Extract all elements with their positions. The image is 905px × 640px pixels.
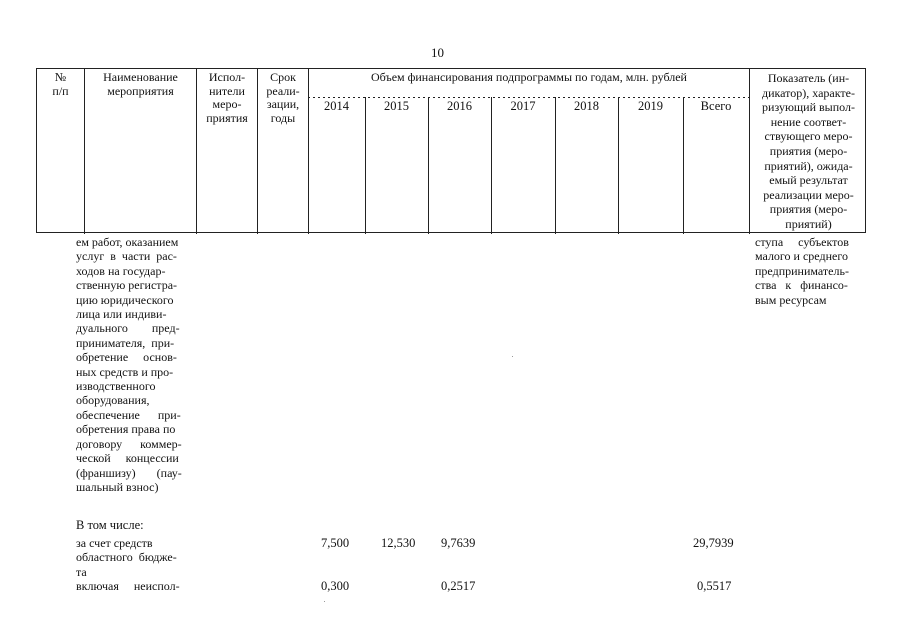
divider [683, 97, 684, 234]
value-2016: 0,2517 [441, 579, 476, 593]
year-2016: 2016 [447, 99, 472, 113]
year-2017: 2017 [510, 99, 536, 113]
divider [428, 97, 429, 234]
value-2014: 7,500 [321, 536, 350, 550]
divider [618, 97, 619, 234]
divider [365, 97, 366, 234]
year-2014: 2014 [324, 99, 349, 113]
year-total: Всего [700, 99, 732, 113]
scan-speck [512, 356, 513, 357]
value-2016: 9,7639 [441, 536, 476, 550]
indicator-cell: ступа субъектов малого и среднего предприниматель- ства к финансо- вым ресурсам [755, 235, 849, 307]
value-total: 0,5517 [697, 579, 732, 593]
value-2014: 0,300 [321, 579, 350, 593]
header-term: Срок реали- зации, годы [266, 70, 300, 125]
row-label-including-unused: включая неиспол- [76, 579, 180, 593]
year-2019: 2019 [638, 99, 663, 113]
measure-name-cell: ем работ, оказанием услуг в части рас- ходов на государ- ственную регистра- цию юридического лица или индиви- дуального пред- принимателя, при- обретение основ- ных средств и про- изводственного оборудования, обеспечение при- обретения права по договору коммер- ческой концессии (франшизу) (пау- шальный взнос) [76, 235, 182, 494]
divider [491, 97, 492, 234]
header-indicator: Показатель (ин- дикатор), характе- ризующий выпол- нение соответ- ствующего меро- приятия (меро- приятий), ожида- емый результат реализации меро- приятия (меро- приятий) [761, 71, 855, 231]
header-financing: Объем финансирования подпрограммы по годам, млн. рублей [371, 70, 687, 84]
page-number: 10 [431, 45, 444, 60]
value-total: 29,7939 [693, 536, 734, 550]
year-2015: 2015 [384, 99, 409, 113]
header-name: Наименование мероприятия [103, 70, 178, 98]
header-num: № п/п [52, 70, 69, 98]
year-2018: 2018 [574, 99, 599, 113]
row-label-including: В том числе: [76, 518, 144, 532]
row-label-regional-budget: за счет средств областного бюдже- та [76, 536, 177, 579]
header-executors: Испол- нители меро- приятия [206, 70, 248, 125]
scan-speck [324, 601, 325, 602]
divider [308, 69, 309, 234]
value-2015: 12,530 [381, 536, 416, 550]
divider [555, 97, 556, 234]
table-header [36, 68, 866, 233]
